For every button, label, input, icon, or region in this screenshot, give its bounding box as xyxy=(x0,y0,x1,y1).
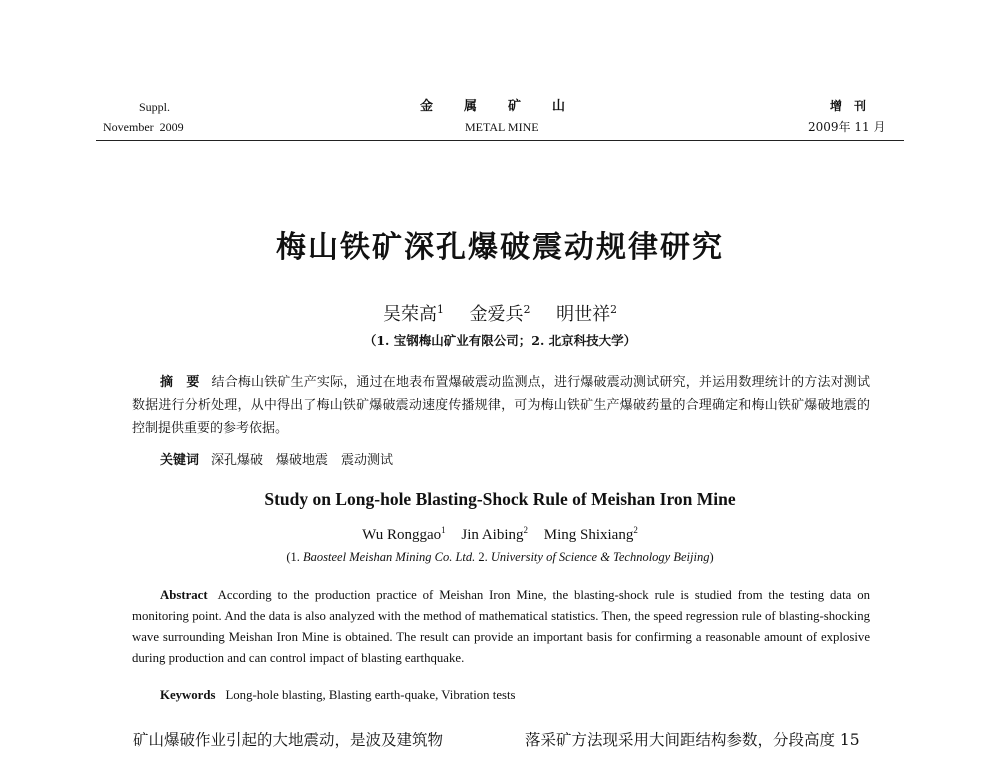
zh-keywords-text: 深孔爆破 爆破地震 震动测试 xyxy=(211,453,394,468)
body-right-column: 落采矿方法现采用大间距结构参数，分段高度 15 xyxy=(525,731,860,749)
zh-abstract xyxy=(132,371,870,440)
zh-author: 明世祥$^2$ xyxy=(556,303,618,325)
en-paper-title: Study on Long-hole Blasting-Shock Rule of Meishan Iron Mine xyxy=(264,489,736,509)
en-affiliation: (1. Baosteel Meishan Mining Co. Ltd. 2. University of Science & Technology Beijing) xyxy=(286,550,714,564)
header-journal-zh: 金 属 矿 山 xyxy=(420,99,575,114)
en-abstract-label: Abstract xyxy=(160,588,208,602)
en-author: Ming Shixiang$^2$ xyxy=(543,525,638,543)
header-date-en: November 2009 xyxy=(103,120,184,134)
zh-abstract-label: 摘 要 xyxy=(160,375,200,390)
header-rule xyxy=(96,140,904,141)
zh-author: 金爱兵$^2$ xyxy=(469,303,531,325)
en-author-list xyxy=(0,527,1000,544)
zh-paper-title: 梅山铁矿深孔爆破震动规律研究 xyxy=(276,230,724,265)
zh-author-list xyxy=(0,300,1000,326)
en-keywords-text: Long-hole blasting, Blasting earth-quake, Vibration tests xyxy=(225,688,516,702)
header-suppl: Suppl. xyxy=(139,100,171,114)
zh-abstract-text: 结合梅山铁矿生产实际，通过在地表布置爆破震动监测点，进行爆破震动测试研究，并运用数理统计的方法对测试数据进行分析处理，从中得出了梅山铁矿爆破震动速度传播规律，可为梅山铁矿生产爆破药量的合理确定和梅山铁矿爆破地震的控制提供重要的参考依据。 xyxy=(132,375,870,436)
en-keywords xyxy=(160,688,880,703)
header-suppl-zh: 增 刊 xyxy=(830,99,867,113)
en-abstract xyxy=(132,585,870,669)
en-keywords-label: Keywords xyxy=(160,688,216,702)
zh-affiliation: （1. 宝钢梅山矿业有限公司；2. 北京科技大学） xyxy=(363,333,637,348)
body-left-column: 矿山爆破作业引起的大地震动，是波及建筑物 xyxy=(133,731,444,749)
en-abstract-text: According to the production practice of Meishan Iron Mine, the blasting-shock rule is studied from the testing data on monitoring point. And the data is also analyzed with the method of mathematical statistics. Then, the speed regression rule of blasting-shocking wave surrounding Meishan Iron Mine is obtained. The result can provide an important basis for confirming a reasonable amount of explosive during production and can control impact of blasting earthquake. xyxy=(132,588,870,665)
header-date-zh: 2009年 11 月 xyxy=(808,120,886,134)
zh-keywords-label: 关键词 xyxy=(160,453,200,468)
header-journal-en: METAL MINE xyxy=(465,120,539,134)
en-author: Wu Ronggao$^1$ xyxy=(362,525,446,543)
zh-keywords xyxy=(132,449,870,472)
zh-author: 吴荣高$^1$ xyxy=(382,303,444,325)
en-author: Jin Aibing$^2$ xyxy=(461,525,528,543)
